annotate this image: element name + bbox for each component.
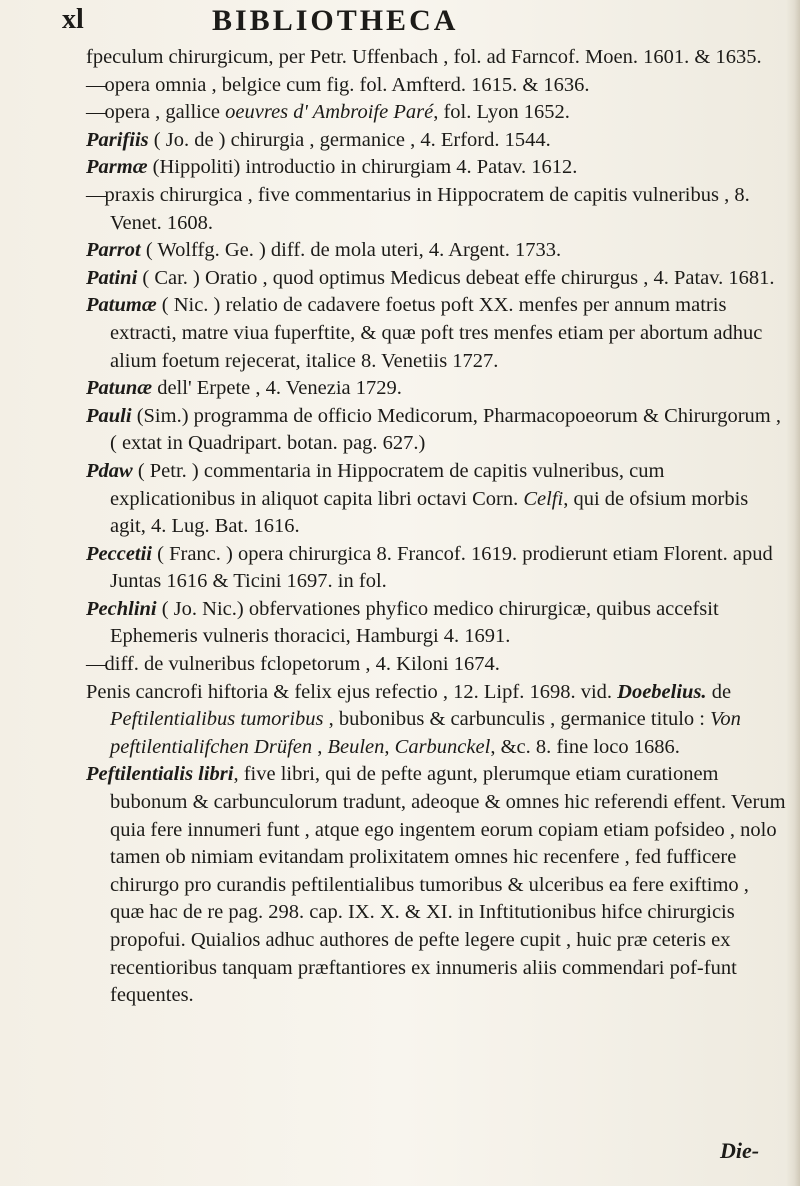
bibliography-entry: Pdaw ( Petr. ) commentaria in Hippocratem de capitis vulneribus, cum explicationibus in aliquot capita libri octavi Corn. Celfi, qui de ofsium morbis agit, 4. Lug. Bat. 1616. <box>86 459 749 538</box>
entry-keyword: Parifiis <box>86 128 149 151</box>
bibliography-entry: Pechlini ( Jo. Nic.) obfervationes phyfico medico chirurgicæ, quibus accefsit Ephemeris vulneris thoracici, Hamburgi 4. 1691. <box>86 597 719 648</box>
bibliography-entry: Patumæ ( Nic. ) relatio de cadavere foetus poft XX. menfes per annum matris extracti, matre viua fuperftite, & quæ poft tres menfes etiam per abortum adhuc alium foetum rejecerat, italice 8. Venetiis 1727. <box>86 294 763 372</box>
entry-keyword: Parrot <box>86 239 141 262</box>
bibliography-entry: Parrot ( Wolffg. Ge. ) diff. de mola uteri, 4. Argent. 1733. <box>86 239 562 262</box>
bibliography-entry: Penis cancrofi hiftoria & felix ejus refectio , 12. Lipf. 1698. vid. Doebelius. de Peftilentialibus tumoribus , bubonibus & carbunculis , germanice titulo : Von peftilentialifchen Drüfen , Beulen, Carbunckel, &c. 8. fine loco 1686. <box>86 680 741 758</box>
entry-keyword: Parmæ <box>86 156 148 179</box>
page-number: xl <box>62 4 84 35</box>
entry-keyword: Pechlini <box>86 597 157 620</box>
running-title: BIBLIOTHECA <box>212 4 459 37</box>
page-header <box>62 4 762 44</box>
bibliography-entry: —praxis chirurgica , five commentarius in Hippocratem de capitis vulneribus , 8. Venet. 1608. <box>86 183 750 234</box>
bibliography-entry: Patini ( Car. ) Oratio , quod optimus Medicus debeat effe chirurgus , 4. Patav. 1681. <box>86 266 775 289</box>
bibliography-entry: —diff. de vulneribus fclopetorum , 4. Kiloni 1674. <box>86 653 500 676</box>
bibliography-entry: Peccetii ( Franc. ) opera chirurgica 8. Francof. 1619. prodierunt etiam Florent. apud Juntas 1616 & Ticini 1697. in fol. <box>86 542 773 593</box>
bibliography-entry: Parifiis ( Jo. de ) chirurgia , germanice , 4. Erford. 1544. <box>86 128 551 151</box>
bibliography-entry: Patunæ dell' Erpete , 4. Venezia 1729. <box>86 377 402 400</box>
entry-keyword: Patumæ <box>86 294 157 317</box>
bibliography-entry: Peftilentialis libri, five libri, qui de pefte agunt, plerumque etiam curationem bubonum & carbunculorum tradunt, adeoque & omnes hic referendi effent. Verum quia fere innumeri funt , atque ego ingentem eorum copiam etiam pofsideo , nolo tamen ob nimiam evitandam prolixitatem omnes hic recenfere , fed fufficere chirurgo pro curandis peftilentialibus tumoribus & ulceribus ea fere exiftimo , quæ hac de re pag. 298. cap. IX. X. & XI. in Inftitutionibus hifce chirurgicis propofui. Quialios adhuc authores de pefte legere cupit , huic præ ceteris ex recentioribus tanquam præftantiores ex innumeris aliis commendari pof-funt fequentes. <box>86 763 786 1007</box>
bibliography-entry: Parmæ (Hippoliti) introductio in chirurgiam 4. Patav. 1612. <box>86 156 578 179</box>
entry-keyword: Patunæ <box>86 377 153 400</box>
entry-keyword: Peftilentialis libri <box>86 763 234 786</box>
bibliography-entry: fpeculum chirurgicum, per Petr. Uffenbach , fol. ad Farncof. Moen. 1601. & 1635. <box>86 46 762 68</box>
bibliography-entries <box>86 44 786 1010</box>
bibliography-entry: —opera omnia , belgice cum fig. fol. Amfterd. 1615. & 1636. <box>86 73 590 96</box>
bibliography-entry: —opera , gallice oeuvres d' Ambroife Paré, fol. Lyon 1652. <box>86 101 570 124</box>
entry-keyword: Pdaw <box>86 459 133 482</box>
entry-keyword: Patini <box>86 266 138 289</box>
catchword: Die- <box>720 1138 760 1163</box>
entry-keyword: Pauli <box>86 404 132 427</box>
entry-keyword: Peccetii <box>86 542 153 565</box>
page-edge-shadow <box>786 0 800 1186</box>
bibliography-entry: Pauli (Sim.) programma de officio Medicorum, Pharmacopoeorum & Chirurgorum , ( extat in Quadripart. botan. pag. 627.) <box>86 404 781 455</box>
